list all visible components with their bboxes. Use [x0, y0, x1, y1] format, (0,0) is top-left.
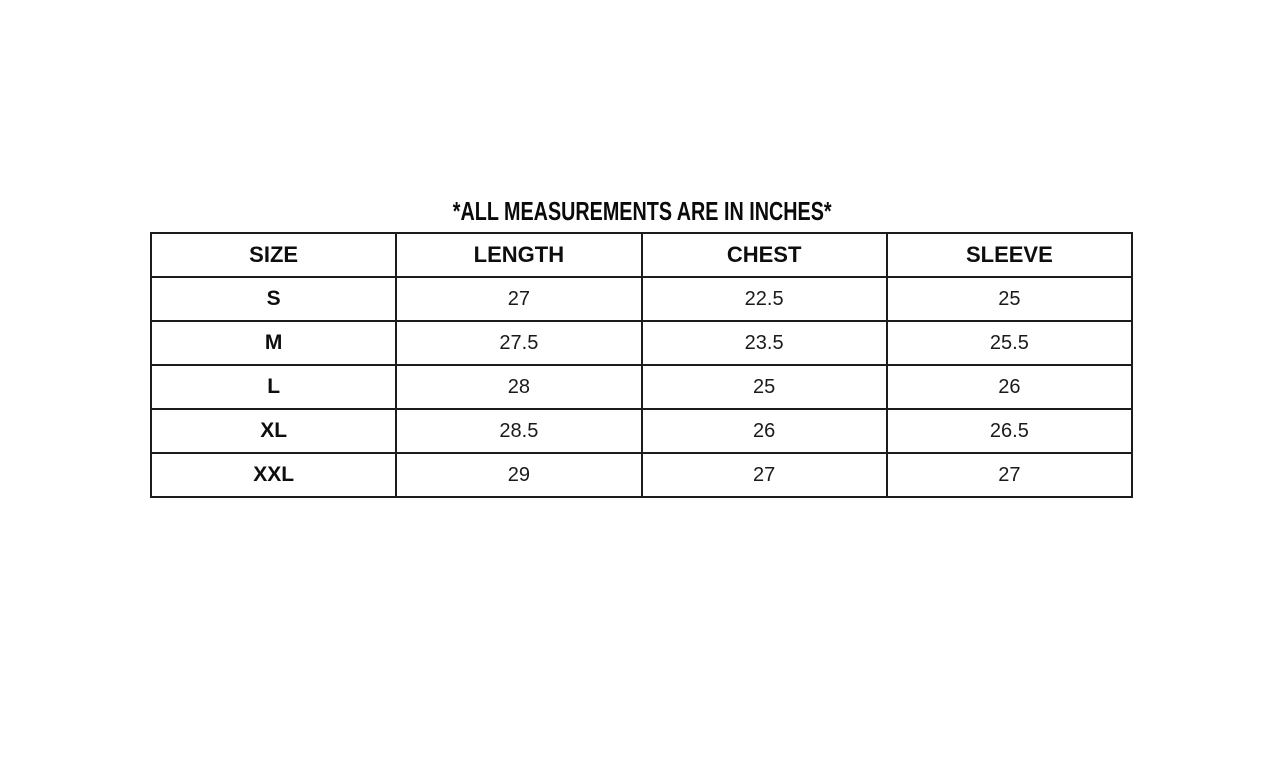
table-row-xxl	[151, 453, 1132, 497]
table-row-s	[151, 277, 1132, 321]
table-row-m	[151, 321, 1132, 365]
chest-cell: 26	[642, 409, 887, 453]
sleeve-cell: 26.5	[887, 409, 1132, 453]
size-chart-table	[150, 232, 1133, 498]
sleeve-cell: 27	[887, 453, 1132, 497]
chest-cell: 23.5	[642, 321, 887, 365]
sleeve-cell: 25.5	[887, 321, 1132, 365]
table-header	[151, 233, 1132, 277]
chest-cell: 27	[642, 453, 887, 497]
table-row-l	[151, 365, 1132, 409]
length-cell: 27.5	[396, 321, 641, 365]
column-header-sleeve: SLEEVE	[887, 233, 1132, 277]
page-title: *ALL MEASUREMENTS ARE IN INCHES*	[452, 196, 832, 226]
size-cell: M	[151, 321, 396, 365]
sleeve-cell: 26	[887, 365, 1132, 409]
page-title-wrap	[0, 196, 1284, 227]
length-cell: 27	[396, 277, 641, 321]
size-cell: XL	[151, 409, 396, 453]
size-cell: S	[151, 277, 396, 321]
sleeve-cell: 25	[887, 277, 1132, 321]
size-cell: L	[151, 365, 396, 409]
column-header-size: SIZE	[151, 233, 396, 277]
length-cell: 28	[396, 365, 641, 409]
header-row	[151, 233, 1132, 277]
column-header-length: LENGTH	[396, 233, 641, 277]
chest-cell: 22.5	[642, 277, 887, 321]
length-cell: 28.5	[396, 409, 641, 453]
column-header-chest: CHEST	[642, 233, 887, 277]
size-cell: XXL	[151, 453, 396, 497]
chest-cell: 25	[642, 365, 887, 409]
length-cell: 29	[396, 453, 641, 497]
table-body	[151, 277, 1132, 497]
table-row-xl	[151, 409, 1132, 453]
